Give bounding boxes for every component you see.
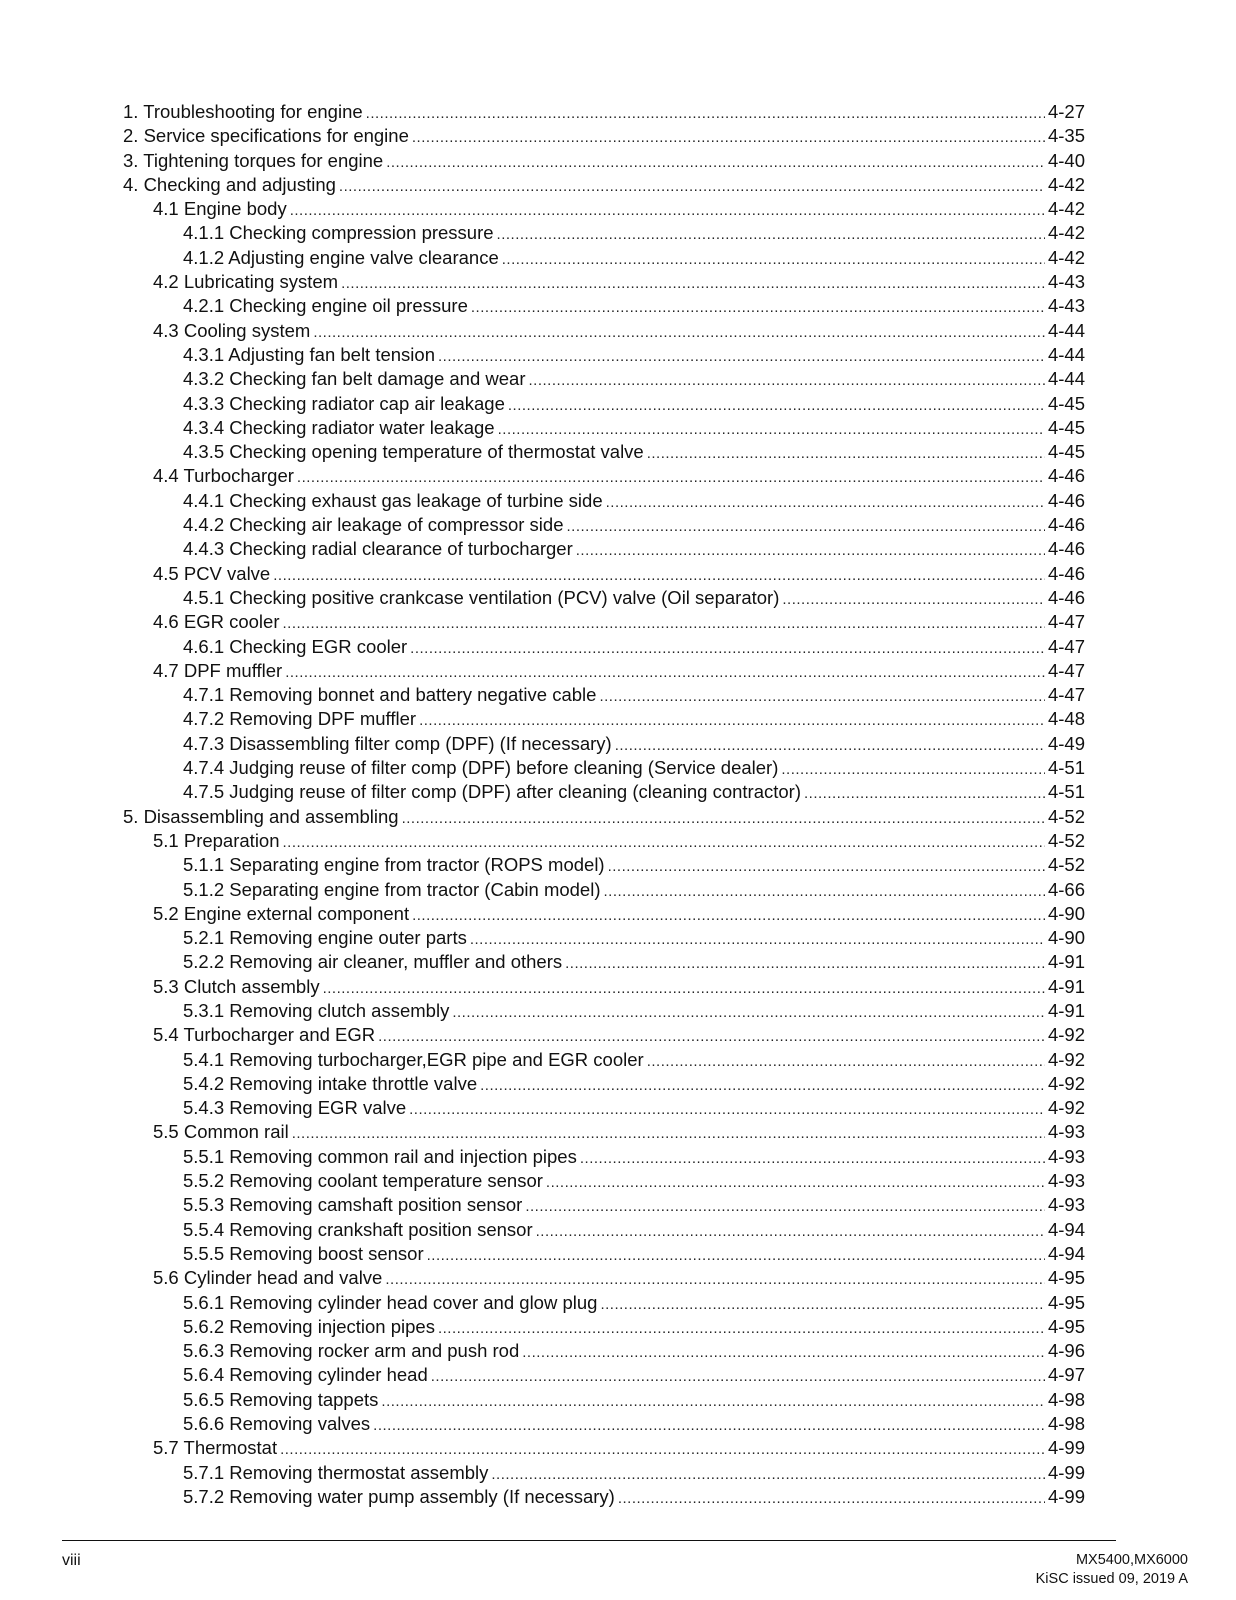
toc-entry-page: 4-35 bbox=[1047, 125, 1085, 147]
toc-entry[interactable] bbox=[123, 537, 1085, 561]
toc-entry-page: 4-47 bbox=[1047, 635, 1085, 657]
toc-entry-page: 4-48 bbox=[1047, 708, 1085, 730]
toc-entry[interactable] bbox=[123, 586, 1085, 610]
toc-entry[interactable] bbox=[123, 707, 1085, 731]
toc-entry-page: 4-93 bbox=[1047, 1170, 1085, 1192]
toc-dot-leader bbox=[599, 685, 1045, 709]
toc-entry-page: 4-46 bbox=[1047, 538, 1085, 560]
toc-entry[interactable] bbox=[123, 1145, 1085, 1169]
toc-entry[interactable] bbox=[123, 1096, 1085, 1120]
toc-entry[interactable] bbox=[123, 805, 1085, 829]
toc-entry[interactable] bbox=[123, 173, 1085, 197]
toc-dot-leader bbox=[565, 952, 1045, 976]
toc-entry-title: 5.4.3 Removing EGR valve bbox=[183, 1097, 407, 1119]
toc-entry-page: 4-46 bbox=[1047, 489, 1085, 511]
toc-entry[interactable] bbox=[123, 562, 1085, 586]
toc-entry-page: 4-43 bbox=[1047, 295, 1085, 317]
toc-entry-title: 5.7.1 Removing thermostat assembly bbox=[183, 1461, 489, 1483]
toc-dot-leader bbox=[290, 199, 1045, 223]
toc-entry-title: 5.4.2 Removing intake throttle valve bbox=[183, 1072, 478, 1094]
toc-entry[interactable] bbox=[123, 197, 1085, 221]
toc-entry-title: 5.6.5 Removing tappets bbox=[183, 1388, 379, 1410]
toc-dot-leader bbox=[341, 272, 1045, 296]
toc-dot-leader bbox=[470, 928, 1045, 952]
toc-entry-page: 4-27 bbox=[1047, 101, 1085, 122]
toc-dot-leader bbox=[522, 1341, 1045, 1365]
toc-entry-title: 4.3.3 Checking radiator cap air leakage bbox=[183, 392, 505, 414]
toc-entry-page: 4-45 bbox=[1047, 416, 1085, 438]
toc-dot-leader bbox=[282, 612, 1044, 636]
toc-dot-leader bbox=[647, 1050, 1045, 1074]
toc-entry[interactable] bbox=[123, 1218, 1085, 1242]
toc-dot-leader bbox=[480, 1074, 1045, 1098]
footer-divider bbox=[62, 1540, 1116, 1541]
toc-entry-title: 3. Tightening torques for engine bbox=[123, 149, 384, 171]
toc-entry-title: 4.2.1 Checking engine oil pressure bbox=[183, 295, 468, 317]
toc-entry[interactable] bbox=[123, 221, 1085, 245]
table-of-contents bbox=[123, 100, 1085, 1509]
toc-entry-page: 4-51 bbox=[1047, 781, 1085, 803]
toc-entry-page: 4-97 bbox=[1047, 1364, 1085, 1386]
toc-entry-title: 5.5.2 Removing coolant temperature sensor bbox=[183, 1170, 543, 1192]
toc-dot-leader bbox=[781, 758, 1045, 782]
toc-entry-title: 4.3.4 Checking radiator water leakage bbox=[183, 416, 495, 438]
toc-entry-page: 4-94 bbox=[1047, 1218, 1085, 1240]
toc-dot-leader bbox=[608, 855, 1045, 879]
toc-dot-leader bbox=[536, 1220, 1045, 1244]
toc-entry-title: 4.2 Lubricating system bbox=[153, 271, 339, 293]
toc-entry-title: 5.4.1 Removing turbocharger,EGR pipe and EGR cooler bbox=[183, 1048, 644, 1070]
toc-dot-leader bbox=[502, 248, 1045, 272]
toc-entry-page: 4-91 bbox=[1047, 999, 1085, 1021]
toc-dot-leader bbox=[604, 880, 1045, 904]
toc-entry-page: 4-45 bbox=[1047, 392, 1085, 414]
toc-entry-page: 4-95 bbox=[1047, 1315, 1085, 1337]
toc-entry-page: 4-44 bbox=[1047, 343, 1085, 365]
toc-dot-leader bbox=[600, 1293, 1045, 1317]
toc-dot-leader bbox=[373, 1414, 1045, 1438]
toc-entry[interactable] bbox=[123, 440, 1085, 464]
toc-entry-page: 4-91 bbox=[1047, 951, 1085, 973]
toc-entry-title: 4.6 EGR cooler bbox=[153, 611, 280, 633]
toc-entry[interactable] bbox=[123, 1485, 1085, 1509]
toc-dot-leader bbox=[410, 637, 1045, 661]
toc-dot-leader bbox=[381, 1390, 1045, 1414]
toc-entry[interactable] bbox=[123, 319, 1085, 343]
toc-dot-leader bbox=[508, 394, 1045, 418]
toc-dot-leader bbox=[438, 345, 1045, 369]
toc-entry-title: 5.6.1 Removing cylinder head cover and glow plug bbox=[183, 1291, 598, 1313]
toc-dot-leader bbox=[528, 369, 1044, 393]
footer-issue: KiSC issued 09, 2019 A bbox=[1035, 1571, 1188, 1587]
toc-dot-leader bbox=[385, 1268, 1045, 1292]
toc-entry-page: 4-94 bbox=[1047, 1242, 1085, 1264]
toc-entry[interactable] bbox=[123, 1388, 1085, 1412]
toc-entry[interactable] bbox=[123, 610, 1085, 634]
toc-entry-page: 4-42 bbox=[1047, 222, 1085, 244]
toc-entry-page: 4-46 bbox=[1047, 514, 1085, 536]
toc-entry[interactable] bbox=[123, 1291, 1085, 1315]
toc-entry-title: 4.4.2 Checking air leakage of compressor side bbox=[183, 514, 564, 536]
toc-entry-title: 4.6.1 Checking EGR cooler bbox=[183, 635, 408, 657]
toc-entry-page: 4-92 bbox=[1047, 1072, 1085, 1094]
footer-models: MX5400,MX6000 bbox=[1075, 1552, 1188, 1568]
toc-entry[interactable] bbox=[123, 635, 1085, 659]
toc-dot-leader bbox=[580, 1147, 1045, 1171]
toc-entry-page: 4-51 bbox=[1047, 757, 1085, 779]
toc-entry-title: 4.7.3 Disassembling filter comp (DPF) (If necessary) bbox=[183, 732, 612, 754]
toc-entry-title: 2. Service specifications for engine bbox=[123, 125, 409, 147]
toc-entry-page: 4-66 bbox=[1047, 878, 1085, 900]
toc-entry[interactable] bbox=[123, 975, 1085, 999]
toc-entry[interactable] bbox=[123, 878, 1085, 902]
toc-entry-page: 4-44 bbox=[1047, 368, 1085, 390]
toc-dot-leader bbox=[471, 296, 1045, 320]
toc-entry[interactable] bbox=[123, 367, 1085, 391]
toc-dot-leader bbox=[292, 1122, 1045, 1146]
toc-entry[interactable] bbox=[123, 513, 1085, 537]
toc-entry-page: 4-93 bbox=[1047, 1145, 1085, 1167]
toc-dot-leader bbox=[438, 1317, 1045, 1341]
toc-entry-title: 5.7 Thermostat bbox=[153, 1437, 278, 1459]
toc-dot-leader bbox=[297, 466, 1045, 490]
toc-entry-page: 4-91 bbox=[1047, 975, 1085, 997]
toc-entry-title: 4.5 PCV valve bbox=[153, 562, 271, 584]
toc-dot-leader bbox=[412, 126, 1045, 150]
toc-entry-page: 4-46 bbox=[1047, 586, 1085, 608]
toc-entry[interactable] bbox=[123, 1461, 1085, 1485]
toc-entry[interactable] bbox=[123, 1120, 1085, 1144]
toc-dot-leader bbox=[366, 102, 1045, 126]
toc-entry-title: 4.7.2 Removing DPF muffler bbox=[183, 708, 417, 730]
toc-entry[interactable] bbox=[123, 683, 1085, 707]
toc-dot-leader bbox=[615, 734, 1045, 758]
toc-entry[interactable] bbox=[123, 464, 1085, 488]
toc-entry-page: 4-52 bbox=[1047, 805, 1085, 827]
toc-dot-leader bbox=[285, 661, 1045, 685]
toc-entry[interactable] bbox=[123, 853, 1085, 877]
toc-entry-title: 5.3 Clutch assembly bbox=[153, 975, 320, 997]
toc-entry-page: 4-40 bbox=[1047, 149, 1085, 171]
toc-entry[interactable] bbox=[123, 1242, 1085, 1266]
toc-entry-title: 5.5 Common rail bbox=[153, 1121, 289, 1143]
toc-entry-title: 4.7 DPF muffler bbox=[153, 659, 283, 681]
toc-entry[interactable] bbox=[123, 246, 1085, 270]
toc-entry-page: 4-99 bbox=[1047, 1461, 1085, 1483]
toc-entry-page: 4-98 bbox=[1047, 1388, 1085, 1410]
toc-entry[interactable] bbox=[123, 100, 1085, 124]
toc-entry[interactable] bbox=[123, 1023, 1085, 1047]
toc-entry-title: 4.4.3 Checking radial clearance of turbocharger bbox=[183, 538, 573, 560]
toc-entry[interactable] bbox=[123, 780, 1085, 804]
toc-entry-title: 5.4 Turbocharger and EGR bbox=[153, 1024, 376, 1046]
toc-entry[interactable] bbox=[123, 124, 1085, 148]
toc-entry-page: 4-52 bbox=[1047, 829, 1085, 851]
toc-entry-title: 5.5.3 Removing camshaft position sensor bbox=[183, 1194, 523, 1216]
toc-dot-leader bbox=[618, 1487, 1045, 1511]
toc-dot-leader bbox=[339, 175, 1045, 199]
toc-dot-leader bbox=[497, 223, 1045, 247]
toc-entry-page: 4-52 bbox=[1047, 854, 1085, 876]
toc-entry-title: 5.1.2 Separating engine from tractor (Cabin model) bbox=[183, 878, 601, 900]
toc-dot-leader bbox=[378, 1025, 1045, 1049]
toc-entry-page: 4-95 bbox=[1047, 1291, 1085, 1313]
toc-entry-title: 5.6 Cylinder head and valve bbox=[153, 1267, 383, 1289]
toc-dot-leader bbox=[546, 1171, 1045, 1195]
toc-entry-page: 4-44 bbox=[1047, 319, 1085, 341]
toc-entry[interactable] bbox=[123, 416, 1085, 440]
toc-entry-title: 5.2.1 Removing engine outer parts bbox=[183, 927, 467, 949]
toc-entry-page: 4-47 bbox=[1047, 659, 1085, 681]
toc-entry[interactable] bbox=[123, 1363, 1085, 1387]
toc-dot-leader bbox=[402, 807, 1045, 831]
toc-entry-title: 5.5.4 Removing crankshaft position sensor bbox=[183, 1218, 533, 1240]
toc-entry-page: 4-99 bbox=[1047, 1437, 1085, 1459]
toc-entry-title: 4.7.4 Judging reuse of filter comp (DPF) before cleaning (Service dealer) bbox=[183, 757, 779, 779]
toc-entry-title: 1. Troubleshooting for engine bbox=[123, 101, 363, 122]
toc-entry[interactable] bbox=[123, 902, 1085, 926]
toc-entry[interactable] bbox=[123, 1315, 1085, 1339]
toc-entry[interactable] bbox=[123, 294, 1085, 318]
toc-dot-leader bbox=[273, 564, 1045, 588]
toc-dot-leader bbox=[606, 491, 1045, 515]
toc-entry-title: 5.7.2 Removing water pump assembly (If necessary) bbox=[183, 1485, 615, 1507]
toc-entry-page: 4-49 bbox=[1047, 732, 1085, 754]
footer-info bbox=[1036, 1551, 1188, 1589]
toc-entry-title: 4.3.2 Checking fan belt damage and wear bbox=[183, 368, 526, 390]
toc-entry-title: 4.1 Engine body bbox=[153, 198, 287, 220]
toc-entry[interactable] bbox=[123, 1266, 1085, 1290]
toc-dot-leader bbox=[782, 588, 1045, 612]
toc-dot-leader bbox=[427, 1244, 1045, 1268]
toc-entry-title: 5.1.1 Separating engine from tractor (ROPS model) bbox=[183, 854, 605, 876]
toc-entry-page: 4-99 bbox=[1047, 1485, 1085, 1507]
toc-dot-leader bbox=[431, 1365, 1045, 1389]
toc-entry-title: 4.3.5 Checking opening temperature of thermostat valve bbox=[183, 441, 644, 463]
toc-dot-leader bbox=[804, 782, 1045, 806]
toc-dot-leader bbox=[386, 151, 1045, 175]
toc-entry-page: 4-45 bbox=[1047, 441, 1085, 463]
toc-entry-title: 5.3.1 Removing clutch assembly bbox=[183, 999, 450, 1021]
toc-entry[interactable] bbox=[123, 489, 1085, 513]
toc-dot-leader bbox=[419, 709, 1045, 733]
toc-entry-page: 4-92 bbox=[1047, 1024, 1085, 1046]
page-number: viii bbox=[62, 1552, 81, 1569]
toc-dot-leader bbox=[452, 1001, 1045, 1025]
toc-entry-page: 4-98 bbox=[1047, 1413, 1085, 1435]
toc-entry-page: 4-95 bbox=[1047, 1267, 1085, 1289]
toc-entry[interactable] bbox=[123, 343, 1085, 367]
toc-entry-title: 4.7.1 Removing bonnet and battery negative cable bbox=[183, 684, 597, 706]
toc-entry[interactable] bbox=[123, 270, 1085, 294]
toc-entry-page: 4-43 bbox=[1047, 271, 1085, 293]
toc-entry-title: 5.1 Preparation bbox=[153, 829, 280, 851]
toc-entry-title: 5.5.1 Removing common rail and injection pipes bbox=[183, 1145, 577, 1167]
toc-entry-title: 4. Checking and adjusting bbox=[123, 173, 336, 195]
toc-entry-page: 4-93 bbox=[1047, 1121, 1085, 1143]
toc-entry-page: 4-92 bbox=[1047, 1097, 1085, 1119]
toc-entry-page: 4-90 bbox=[1047, 927, 1085, 949]
toc-entry-title: 4.1.2 Adjusting engine valve clearance bbox=[183, 246, 499, 268]
toc-entry-page: 4-96 bbox=[1047, 1340, 1085, 1362]
toc-entry-title: 5. Disassembling and assembling bbox=[123, 805, 399, 827]
toc-entry-page: 4-90 bbox=[1047, 902, 1085, 924]
toc-entry-title: 4.7.5 Judging reuse of filter comp (DPF) after cleaning (cleaning contractor) bbox=[183, 781, 801, 803]
toc-entry[interactable] bbox=[123, 1436, 1085, 1460]
toc-entry-title: 5.6.3 Removing rocker arm and push rod bbox=[183, 1340, 520, 1362]
toc-entry-title: 4.3.1 Adjusting fan belt tension bbox=[183, 343, 435, 365]
toc-entry[interactable] bbox=[123, 829, 1085, 853]
toc-dot-leader bbox=[576, 539, 1045, 563]
toc-entry[interactable] bbox=[123, 149, 1085, 173]
toc-entry-title: 4.3 Cooling system bbox=[153, 319, 311, 341]
toc-dot-leader bbox=[498, 418, 1045, 442]
toc-entry-page: 4-92 bbox=[1047, 1048, 1085, 1070]
toc-entry-page: 4-47 bbox=[1047, 684, 1085, 706]
toc-dot-leader bbox=[323, 977, 1045, 1001]
toc-entry-title: 5.5.5 Removing boost sensor bbox=[183, 1242, 424, 1264]
toc-entry-page: 4-42 bbox=[1047, 198, 1085, 220]
toc-entry[interactable] bbox=[123, 392, 1085, 416]
toc-entry-title: 5.6.6 Removing valves bbox=[183, 1413, 371, 1435]
toc-entry-title: 4.4.1 Checking exhaust gas leakage of turbine side bbox=[183, 489, 603, 511]
toc-entry[interactable] bbox=[123, 1412, 1085, 1436]
toc-dot-leader bbox=[283, 831, 1045, 855]
toc-entry-page: 4-46 bbox=[1047, 562, 1085, 584]
toc-entry[interactable] bbox=[123, 999, 1085, 1023]
toc-dot-leader bbox=[525, 1195, 1045, 1219]
toc-entry[interactable] bbox=[123, 1072, 1085, 1096]
toc-entry[interactable] bbox=[123, 756, 1085, 780]
toc-entry-title: 5.6.2 Removing injection pipes bbox=[183, 1315, 435, 1337]
toc-entry[interactable] bbox=[123, 1169, 1085, 1193]
toc-entry-title: 4.1.1 Checking compression pressure bbox=[183, 222, 494, 244]
toc-entry-page: 4-47 bbox=[1047, 611, 1085, 633]
toc-dot-leader bbox=[491, 1463, 1045, 1487]
toc-entry-page: 4-93 bbox=[1047, 1194, 1085, 1216]
toc-dot-leader bbox=[412, 904, 1045, 928]
toc-dot-leader bbox=[313, 321, 1045, 345]
toc-dot-leader bbox=[647, 442, 1045, 466]
toc-entry-page: 4-46 bbox=[1047, 465, 1085, 487]
toc-entry[interactable] bbox=[123, 926, 1085, 950]
toc-dot-leader bbox=[280, 1438, 1045, 1462]
toc-entry-title: 5.2 Engine external component bbox=[153, 902, 410, 924]
toc-entry-title: 4.4 Turbocharger bbox=[153, 465, 294, 487]
toc-entry-title: 4.5.1 Checking positive crankcase ventilation (PCV) valve (Oil separator) bbox=[183, 586, 780, 608]
toc-entry-page: 4-42 bbox=[1047, 246, 1085, 268]
toc-dot-leader bbox=[566, 515, 1044, 539]
toc-entry[interactable] bbox=[123, 1339, 1085, 1363]
toc-entry[interactable] bbox=[123, 950, 1085, 974]
toc-entry-title: 5.2.2 Removing air cleaner, muffler and others bbox=[183, 951, 563, 973]
toc-entry[interactable] bbox=[123, 659, 1085, 683]
toc-dot-leader bbox=[409, 1098, 1045, 1122]
toc-entry-title: 5.6.4 Removing cylinder head bbox=[183, 1364, 428, 1386]
toc-entry[interactable] bbox=[123, 732, 1085, 756]
toc-entry[interactable] bbox=[123, 1048, 1085, 1072]
toc-entry[interactable] bbox=[123, 1193, 1085, 1217]
toc-entry-page: 4-42 bbox=[1047, 173, 1085, 195]
